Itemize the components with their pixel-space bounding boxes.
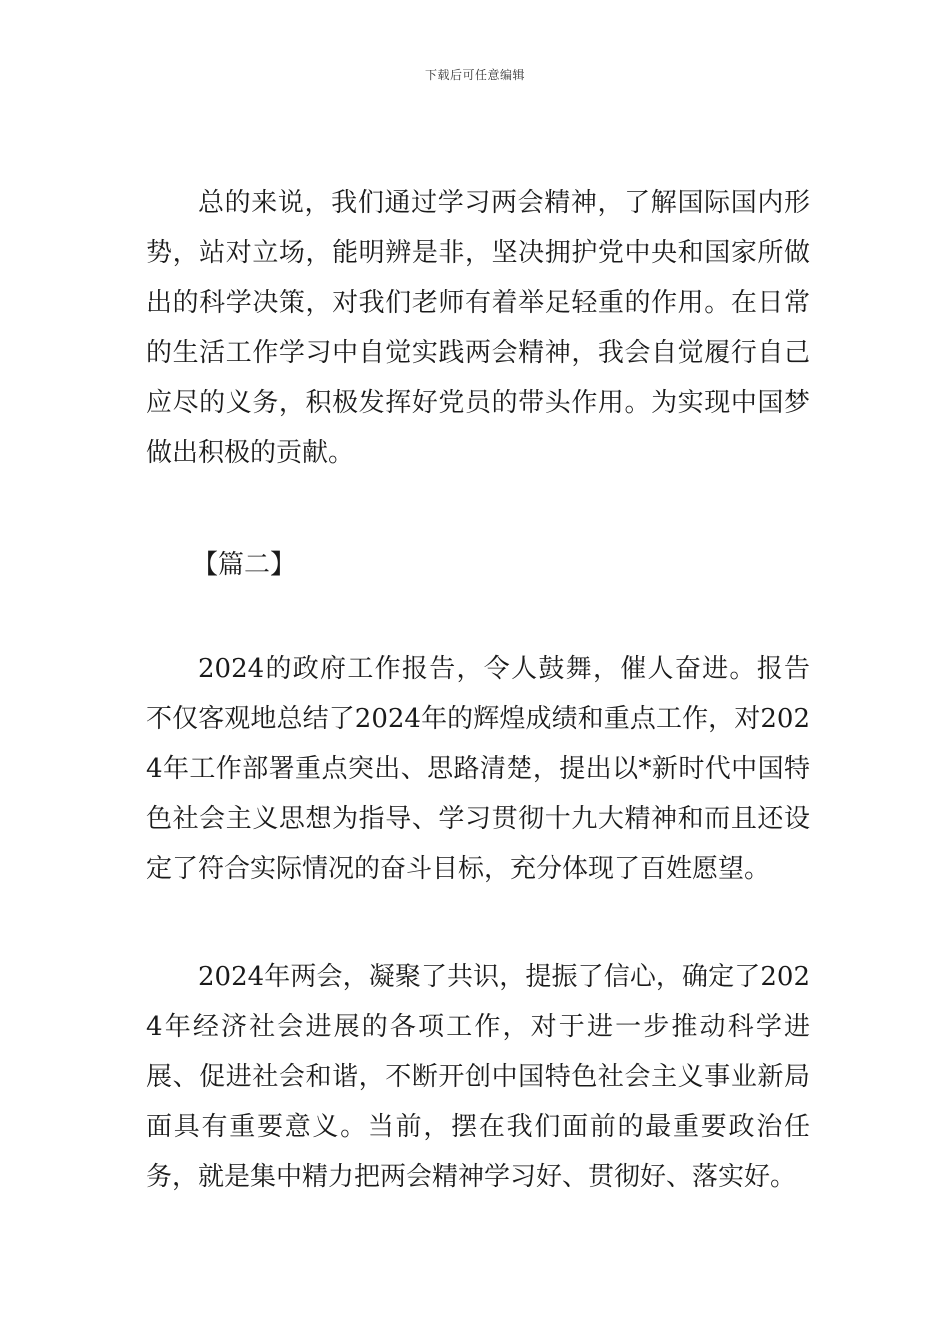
section-spacer	[146, 478, 810, 540]
paragraph-spacer	[146, 894, 810, 952]
page-header: 下载后可任意编辑	[424, 68, 525, 82]
section-heading: 【篇二】	[192, 550, 297, 580]
document-body	[146, 178, 810, 1202]
paragraph-government-report: 2024的政府工作报告，令人鼓舞，催人奋进。报告不仅客观地总结了2024年的辉煌成绩和重点工作，对2024年工作部署重点突出、思路清楚，提出以*新时代中国特色社会主义思想为指导、学习贯彻十九大精神和而且还设定了符合实际情况的奋斗目标，充分体现了百姓愿望。	[146, 654, 810, 884]
heading-spacer	[146, 590, 810, 644]
paragraph-two-sessions: 2024年两会，凝聚了共识，提振了信心，确定了2024年经济社会进展的各项工作，对于进一步推动科学进展、促进社会和谐，不断开创中国特色社会主义事业新局面具有重要意义。当前，摆在我们面前的最重要政治任务，就是集中精力把两会精神学习好、贯彻好、落实好。	[146, 962, 810, 1192]
paragraph-summary: 总的来说，我们通过学习两会精神，了解国际国内形势，站对立场，能明辨是非，坚决拥护党中央和国家所做出的科学决策，对我们老师有着举足轻重的作用。在日常的生活工作学习中自觉实践两会精神，我会自觉履行自己应尽的义务，积极发挥好党员的带头作用。为实现中国梦做出积极的贡献。	[146, 188, 810, 468]
